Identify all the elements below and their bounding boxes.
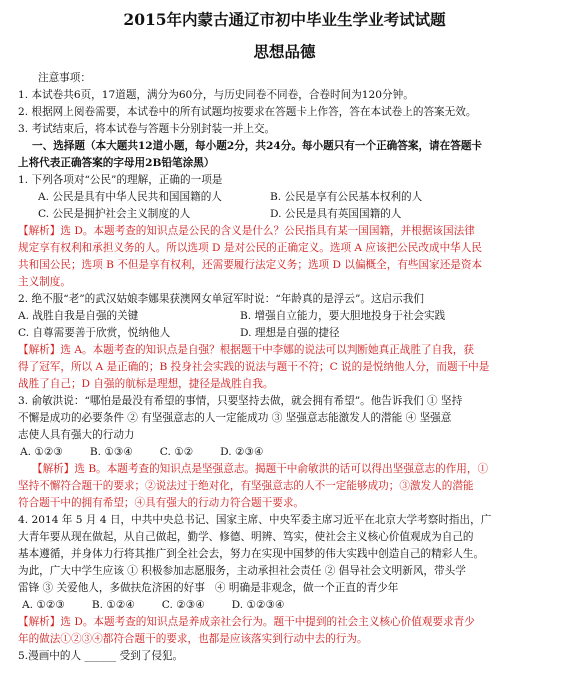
q4-analysis-line: 年的做法①②③④都符合题干的要求，也都是应该落实到行动中去的行为。 xyxy=(18,633,368,645)
q4-stem-line: 为此，广大中学生应该 ① 积极参加志愿服务，主动承担社会责任 ② 倡导社会文明新风，带头学 xyxy=(18,565,466,577)
section-header-line-2: 上将代表正确答案的字母用2B铅笔涂黑） xyxy=(18,157,215,169)
q4-stem-line: 基本遵循，并身体力行将其推广到全社会去，努力在实现中国梦的伟大实践中创造自己的精彩人生。 xyxy=(18,548,485,560)
q2-option-b: B. 增强自立能力，要大胆地投身于社会实践 xyxy=(240,310,446,322)
notice-item-3: 3. 考试结束后，将本试卷与答题卡分别封装一并上交。 xyxy=(18,123,276,135)
q5-stem: 5.漫画中的人 ______ 受到了侵犯。 xyxy=(18,650,184,662)
section-header-line-1: 一、选择题（本大题共12道小题，每小题2分，共24分。每小题只有一个正确答案，请在答题卡 xyxy=(32,140,483,152)
notice-item-2: 2. 根据网上阅卷需要，本试卷中的所有试题均按要求在答题卡上作答，答在本试卷上的答案无效。 xyxy=(18,106,477,118)
q1-analysis-line: 主义制度。 xyxy=(18,276,71,288)
q2-analysis-line: 得了冠军，所以 A 是正确的；B 投身社会实践的说法与题干不符；C 说的是悦纳他人分，而题干中是 xyxy=(18,361,490,373)
q4-stem-line: 4. 2014 年 5 月 4 日，中共中央总书记、国家主席、中央军委主席习近平在北京大学考察时指出，广 xyxy=(18,514,492,526)
q1-option-d: D. 公民是具有英国国籍的人 xyxy=(270,208,402,220)
notice-item-1: 1. 本试卷共6页，17道题，满分为60分，与历史同卷不同卷，合卷时间为120分钟。 xyxy=(18,89,414,101)
q2-option-d: D. 理想是自强的捷径 xyxy=(240,327,340,339)
q4-stem-line: 大青年要从现在做起，从自己做起，勤学、修德、明辨、笃实，使社会主义核心价值观成为自己的 xyxy=(18,531,474,543)
q3-options: A. ①②③ B. ①③④ C. ①② D. ②③④ xyxy=(20,446,264,458)
q2-analysis-line: 战胜了自己；D 自强的航标是理想，捷径是战胜自我。 xyxy=(18,378,274,390)
q4-analysis-line: 【解析】选 D。本题考查的知识点是养成亲社会行为。题干中提到的社会主义核心价值观要求青少 xyxy=(18,616,475,628)
q1-option-c: C. 公民是拥护社会主义制度的人 xyxy=(38,208,191,220)
q3-analysis-line: 【解析】选 B。本题考查的知识点是坚强意志。揭题干中俞敏洪的话可以得出坚强意志的作用，① xyxy=(32,463,489,475)
notice-heading: 注意事项： xyxy=(38,72,91,84)
q3-stem-line: 志使人具有强大的行动力 xyxy=(18,429,135,441)
q3-stem-line: 不懈是成功的必要条件 ② 有坚强意志的人一定能成功 ③ 坚强意志能激发人的潜能 ④ 坚强意 xyxy=(18,412,452,424)
q1-option-b: B. 公民是享有公民基本权利的人 xyxy=(270,191,423,203)
q2-option-c: C. 自尊需要善于欣赏，悦纳他人 xyxy=(18,327,171,339)
subject-title: 思想品德 xyxy=(253,42,316,61)
q1-stem: 1. 下列各项对“公民”的理解，正确的一项是 xyxy=(18,174,223,186)
exam-title: 2015年内蒙古通辽市初中毕业生学业考试试题 xyxy=(123,10,446,29)
q2-stem: 2. 绝不服“老”的武汉姑娘李娜果获澳网女单冠军时说：“年龄真的是浮云”。这启示我们 xyxy=(18,293,424,305)
q3-stem-line: 3. 俞敏洪说：“哪怕是最没有希望的事情，只要坚持去做，就会拥有希望”。他告诉我们 ① 坚持 xyxy=(18,395,463,407)
q2-option-a: A. 战胜自我是自强的关键 xyxy=(18,310,139,322)
q1-analysis-line: 规定享有权利和承担义务的人。所以选项 D 是对公民的正确定义。选项 A 应该把公民改成中华人民 xyxy=(18,242,482,254)
q3-analysis-line: 坚持不懈符合题干的要求；②说法过于绝对化，有坚强意志的人不一定能够成功；③激发人的潜能 xyxy=(18,480,474,492)
q4-options: A. ①②③ B. ①②④ C. ②③④ D. ①②③④ xyxy=(22,599,285,611)
q4-stem-line: 雷锋 ③ 关爱他人，多做扶危济困的好事 ④ 明确是非观念，做一个正直的青少年 xyxy=(18,582,399,594)
q1-option-a: A. 公民是具有中华人民共和国国籍的人 xyxy=(38,191,222,203)
q1-analysis-line: 共和国公民；选项 B 不但是享有权利，还需要履行法定义务；选项 D 以偏概全，有些国家还是资本 xyxy=(18,259,483,271)
q2-analysis-line: 【解析】选 A。本题考查的知识点是自强？根据题干中李娜的说法可以判断她真正战胜了自我，获 xyxy=(18,344,474,356)
q1-analysis-line: 【解析】选 D。本题考查的知识点是公民的含义是什么？公民指具有某一国国籍，并根据该国法律 xyxy=(18,225,475,237)
q3-analysis-line: 符合题干中的拥有希望；④具有强大的行动力符合题干要求。 xyxy=(18,497,305,509)
